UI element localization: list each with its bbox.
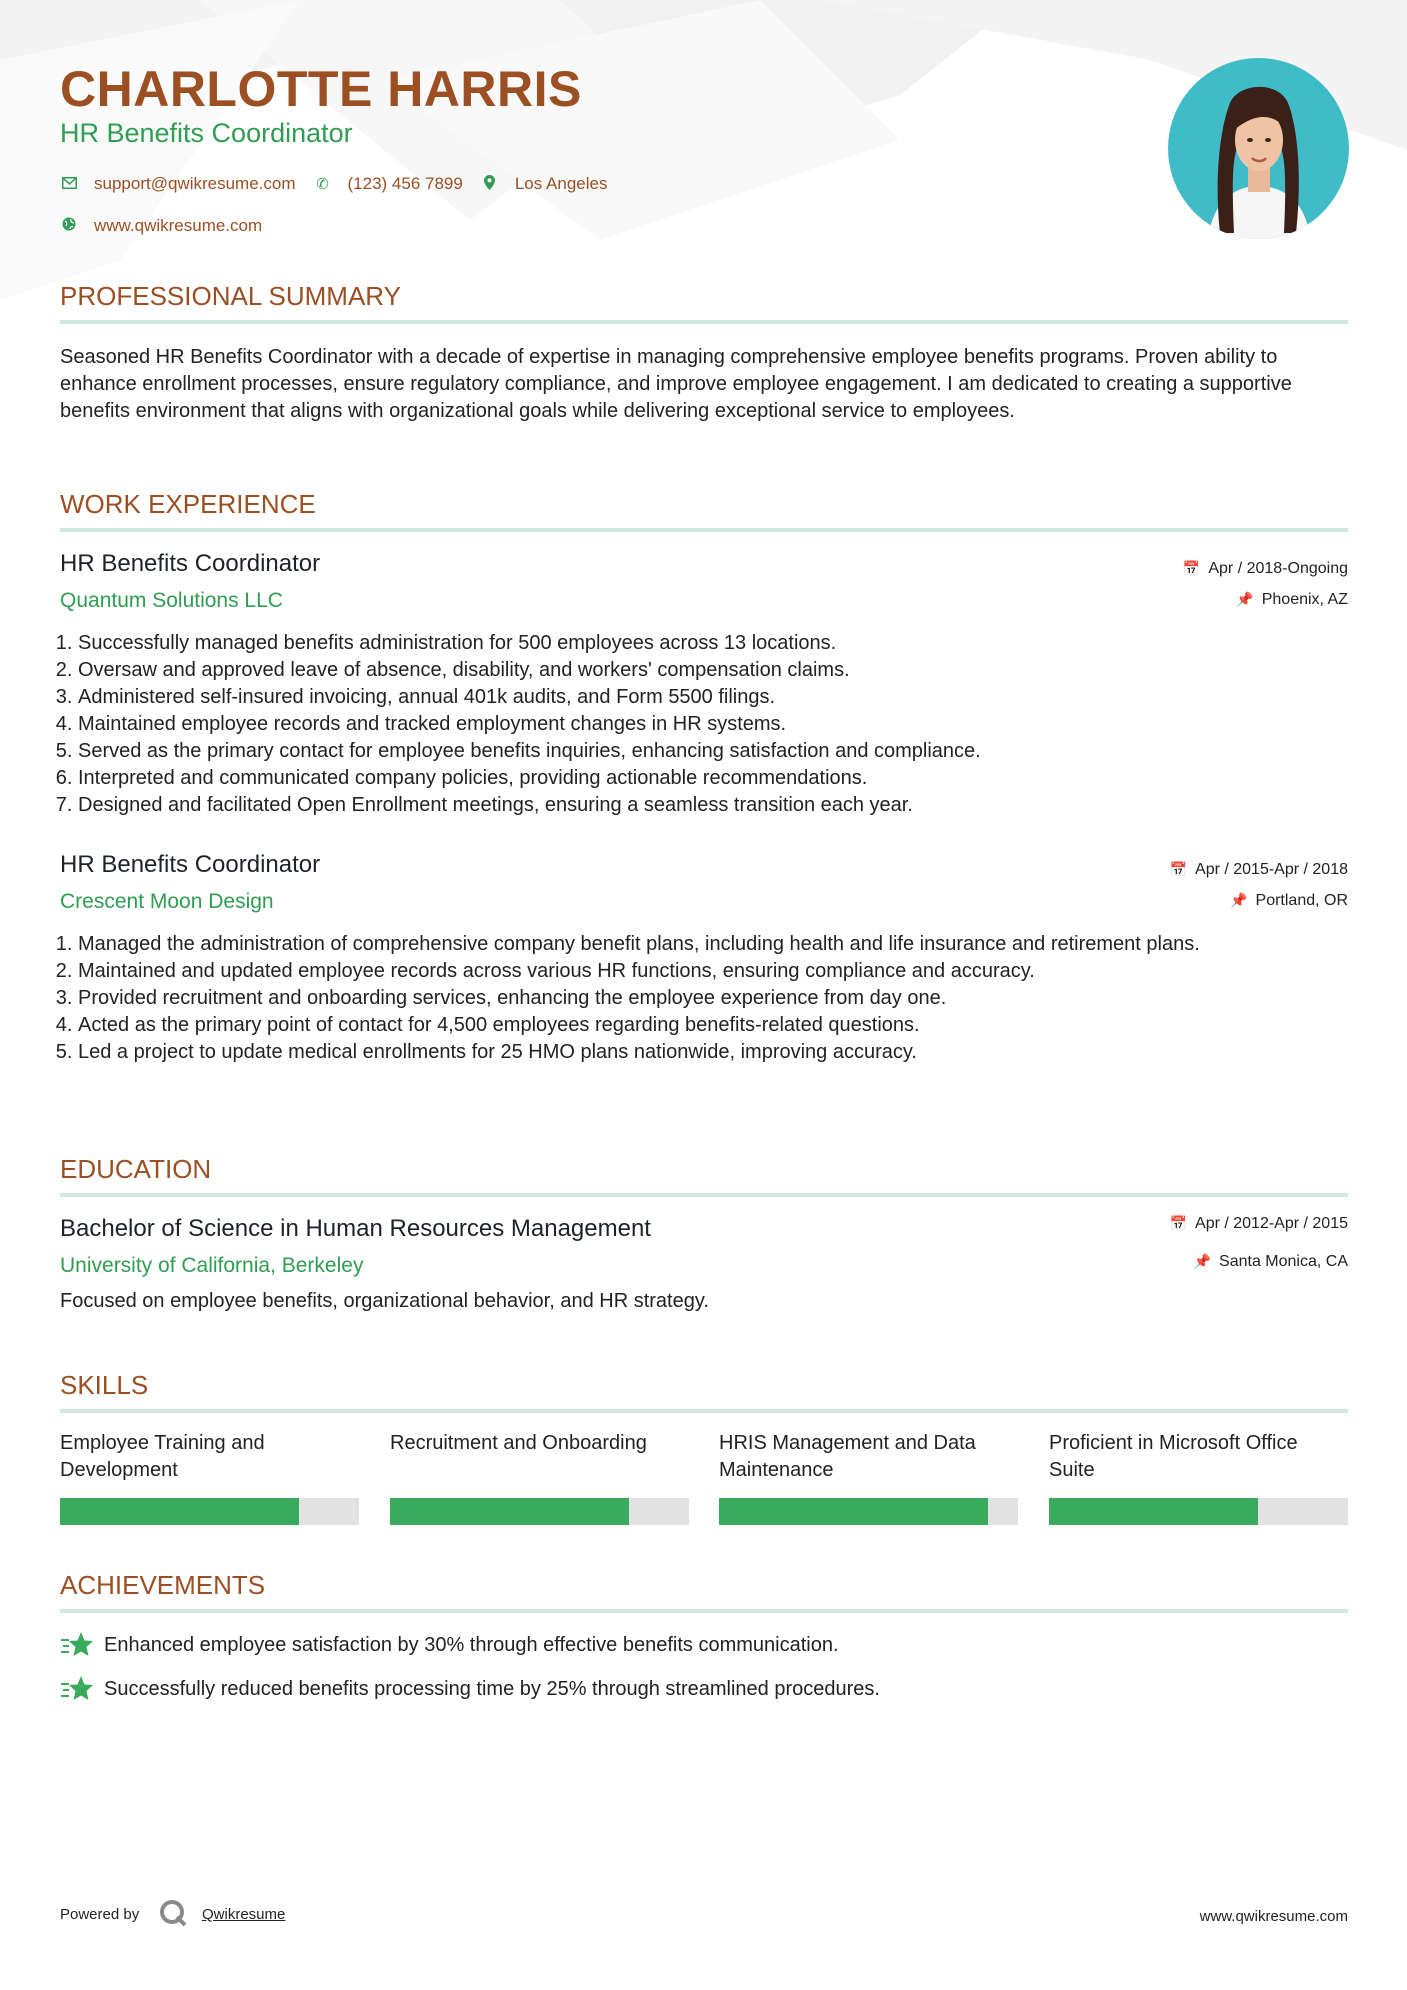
section-title-education: EDUCATION: [60, 1154, 212, 1184]
section-title-experience: WORK EXPERIENCE: [60, 489, 316, 519]
education-location: [1194, 1253, 1348, 1271]
list-item: 3. Provided recruitment and onboarding services, enhancing the employee experience from day one.: [78, 985, 1350, 1012]
candidate-name: CHARLOTTE HARRIS: [60, 61, 582, 117]
education-description: Focused on employee benefits, organizational behavior, and HR strategy.: [60, 1290, 709, 1312]
education-dates-text: Apr / 2012-Apr / 2015: [1195, 1215, 1348, 1232]
achievement-item: [60, 1630, 839, 1660]
skill-bar-fill: [719, 1498, 988, 1525]
job-title: HR Benefits Coordinator: [60, 550, 321, 577]
job-dates: [1183, 560, 1348, 578]
skill-item: [60, 1430, 359, 1484]
pin-icon: 📌: [1230, 892, 1248, 908]
pin-icon: 📌: [1193, 1253, 1212, 1269]
job-title: HR Benefits Coordinator: [60, 851, 321, 878]
calendar-icon: 📅: [1169, 861, 1188, 877]
skill-bar: [390, 1498, 689, 1525]
section-title-skills: SKILLS: [60, 1370, 149, 1400]
skill-item: [1049, 1430, 1348, 1484]
star-icon: [60, 1674, 94, 1704]
job-dates: [1170, 861, 1348, 879]
section-divider: [60, 528, 1348, 532]
globe-icon: [60, 217, 78, 235]
company-name: Quantum Solutions LLC: [60, 589, 283, 612]
degree-title: Bachelor of Science in Human Resources Management: [60, 1215, 651, 1242]
skill-name: HRIS Management and Data Maintenance: [719, 1432, 976, 1481]
list-item: 1. Managed the administration of comprehensive company benefit plans, including health and life insurance and retirement plans.: [78, 931, 1350, 958]
calendar-icon: 📅: [1169, 1215, 1188, 1231]
summary-text: Seasoned HR Benefits Coordinator with a decade of expertise in managing comprehensive employee benefits programs. Proven ability to enhance enrollment processes, ensure regulatory compliance, and improve employee engagement. I am dedicated to creating a supportive benefits environment that aligns with organizational goals while delivering exceptional service to employees.: [60, 346, 1292, 422]
section-divider: [60, 1193, 1348, 1197]
phone-icon: ✆: [316, 176, 329, 193]
contact-row: [60, 174, 625, 194]
skill-bar-fill: [60, 1498, 299, 1525]
skill-item: [390, 1430, 689, 1484]
company-name: Crescent Moon Design: [60, 890, 274, 913]
contact-row-website: [60, 216, 280, 236]
list-item: 4. Acted as the primary point of contact for 4,500 employees regarding benefits-related questions.: [78, 1012, 1350, 1039]
section-title-achievements: ACHIEVEMENTS: [60, 1570, 266, 1600]
map-marker-icon: [481, 175, 499, 194]
job-location-text: Portland, OR: [1255, 892, 1348, 909]
list-item: 1. Successfully managed benefits administration for 500 employees across 13 locations.: [78, 630, 1350, 657]
list-item: 6. Interpreted and communicated company policies, providing actionable recommendations.: [78, 765, 1350, 792]
section-title-summary: PROFESSIONAL SUMMARY: [60, 281, 401, 311]
website-link[interactable]: www.qwikresume.com: [94, 216, 263, 235]
job-bullets: [60, 630, 1350, 819]
skill-item: [719, 1430, 1018, 1484]
achievement-text: Successfully reduced benefits processing time by 25% through streamlined procedures.: [104, 1677, 880, 1700]
powered-by-label: Powered by: [60, 1906, 140, 1923]
skill-bar: [719, 1498, 1018, 1525]
section-divider: [60, 1609, 1348, 1613]
list-item: 2. Maintained and updated employee records across various HR functions, ensuring compliance and accuracy.: [78, 958, 1350, 985]
job-location: [1230, 892, 1348, 910]
avatar: [1168, 58, 1349, 239]
pin-icon: 📌: [1236, 591, 1254, 607]
list-item: 7. Designed and facilitated Open Enrollment meetings, ensuring a seamless transition each year.: [78, 792, 1350, 819]
list-item: 5. Served as the primary contact for employee benefits inquiries, enhancing satisfaction and compliance.: [78, 738, 1350, 765]
candidate-role: HR Benefits Coordinator: [60, 118, 353, 148]
brand-link[interactable]: Qwikresume: [202, 1906, 286, 1923]
education-dates: [1170, 1215, 1348, 1233]
list-item: 3. Administered self-insured invoicing, annual 401k audits, and Form 5500 filings.: [78, 684, 1350, 711]
school-name: University of California, Berkeley: [60, 1254, 364, 1277]
job-location-text: Phoenix, AZ: [1261, 591, 1348, 608]
location-text: Los Angeles: [514, 174, 608, 193]
envelope-icon: [60, 176, 78, 193]
footer: [60, 1898, 1348, 1934]
education-location-text: Santa Monica, CA: [1219, 1253, 1348, 1270]
skill-bar: [1049, 1498, 1348, 1525]
skill-name: Recruitment and Onboarding: [390, 1432, 647, 1454]
skill-bar: [60, 1498, 359, 1525]
footer-website-link[interactable]: www.qwikresume.com: [1199, 1908, 1348, 1925]
email-link[interactable]: support@qwikresume.com: [94, 174, 296, 193]
skill-name: Proficient in Microsoft Office Suite: [1049, 1432, 1298, 1481]
job-location: [1236, 591, 1348, 609]
job-dates-text: Apr / 2018-Ongoing: [1208, 560, 1348, 577]
list-item: 4. Maintained employee records and tracked employment changes in HR systems.: [78, 711, 1350, 738]
section-divider: [60, 1409, 1348, 1413]
skill-bar-fill: [390, 1498, 629, 1525]
qwikresume-logo-icon: [158, 1898, 188, 1928]
section-divider: [60, 320, 1348, 324]
list-item: 2. Oversaw and approved leave of absence, disability, and workers' compensation claims.: [78, 657, 1350, 684]
job-bullets: [60, 931, 1350, 1066]
achievement-item: [60, 1674, 880, 1704]
star-icon: [60, 1630, 94, 1660]
achievement-text: Enhanced employee satisfaction by 30% through effective benefits communication.: [104, 1633, 839, 1656]
list-item: 5. Led a project to update medical enrollments for 25 HMO plans nationwide, improving accuracy.: [78, 1039, 1350, 1066]
calendar-icon: 📅: [1182, 560, 1201, 576]
skill-bar-fill: [1049, 1498, 1258, 1525]
skill-name: Employee Training and Development: [60, 1432, 265, 1481]
job-dates-text: Apr / 2015-Apr / 2018: [1195, 861, 1348, 878]
phone-number: (123) 456 7899: [347, 174, 463, 193]
